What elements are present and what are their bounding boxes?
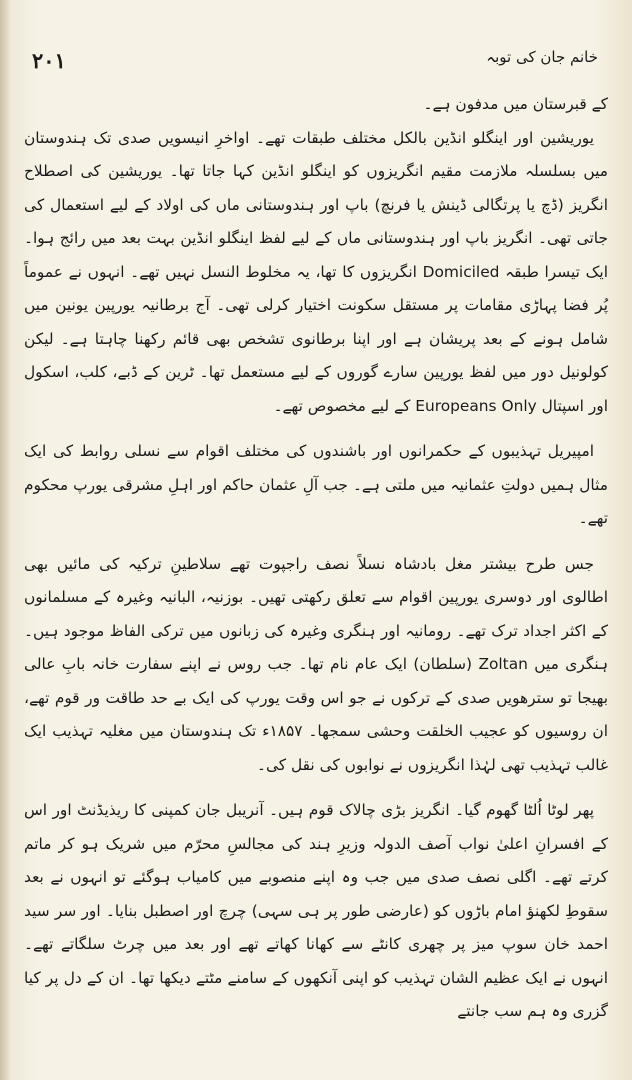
paragraph: کے قبرستان میں مدفون ہے۔: [423, 95, 608, 113]
paragraph: جس طرح بیشتر مغل بادشاہ نسلاً نصف راجپوت تھے سلاطینِ ترکیہ کی مائیں بھی اطالوی اور دوسری یورپین اقوام سے تعلق رکھتی تھیں۔ بوزنیہ، البانیہ وغیرہ کے مسلمانوں کے اکثر اجداد ترک تھے۔ رومانیہ اور ہنگری وغیرہ کی زبانوں میں ترکی الفاظ موجود ہیں۔ ہنگری میں Zoltan (سلطان) ایک عام نام تھا۔ جب روس نے اپنے سفارت خانہ بابِ عالی بھیجا تو سترھویں صدی کے ترکوں نے جو اس وقت یورپ کی ایک بے حد طاقت ور قوم تھے، ان روسیوں کو عجیب الخلقت وحشی سمجھا۔ ۱۸۵۷ء تک ہندوستان میں مغلیہ تہذیب ایک غالب تہذیب تھی لہٰذا انگریزوں نے نوابوں کی نقل کی۔: [24, 554, 609, 774]
page-number: ۲۰۱: [32, 48, 66, 73]
page-spine-shadow: [0, 0, 10, 1080]
body-text: [24, 88, 608, 1029]
paragraph: یوریشین اور اینگلو انڈین بالکل مختلف طبقات تھے۔ اواخرِ انیسویں صدی تک ہندوستان میں بسلسلہ ملازمت مقیم انگریزوں کو اینگلو انڈین کہا جاتا تھا۔ یوریشین کی اصطلاح انگریز (ڈچ یا پرتگالی ڈینش یا فرنچ) باپ اور ہندوستانی ماں کی اولاد کے لیے استعمال کی جاتی تھی۔ انگریز باپ اور ہندوستانی ماں کے لیے لفظ اینگلو انڈین بہت بعد میں رائج ہوا۔ ایک تیسرا طبقہ Domiciled انگریزوں کا تھا، یہ مخلوط النسل نہیں تھے۔ انہوں نے عموماً پُر فضا پہاڑی مقامات پر مستقل سکونت اختیار کرلی تھی۔ آج برطانیہ یورپین یونین میں شامل ہونے کے بعد پریشان ہے اور اپنا برطانوی تشخص بھی قائم رکھنا چاہتا ہے۔ لیکن کولونیل دور میں لفظ یورپین سارے گوروں کے لیے مستعمل تھا۔ ٹرین کے ڈبے، کلب، اسکول اور اسپتال Europeans Only کے لیے مخصوص تھے۔: [24, 128, 608, 415]
paragraph: پھر لوٹا اُلٹا گھوم گیا۔ انگریز بڑی چالاک قوم ہیں۔ آنریبل جان کمپنی کا ریذیڈنٹ اور اس کے افسرانِ اعلیٰ نواب آصف الدولہ وزیرِ ہند کی مجالسِ محرّم میں شریک ہو کر ماتم کرتے تھے۔ اگلی نصف صدی میں جب وہ اپنے منصوبے میں کامیاب ہوگئے تو انہوں نے بعد سقوطِ لکھنؤ امام باڑوں کو (عارضی طور پر ہی سہی) چرچ اور اصطبل بنایا۔ اور سر سید احمد خان سوپ میز پر چھری کانٹے سے کھانا کھاتے تھے اور بعد میں چرٹ سلگاتے تھے۔ انہوں نے ایک عظیم الشان تہذیب کو اپنی آنکھوں کے سامنے مٹتے دیکھا تھا۔ ان کے دل پر کیا گزری وہ ہم سب جانتے: [24, 801, 608, 1020]
page-header: [30, 46, 602, 76]
running-title: خانم جان کی توبہ: [486, 48, 598, 66]
paragraph: امپیریل تہذیبوں کے حکمرانوں اور باشندوں کی مختلف اقوام سے نسلی روابط کی ایک مثال ہمیں دولتِ عثمانیہ میں ملتی ہے۔ جب آلِ عثمان حاکم اور اہلِ مشرقی یورپ محکوم تھے۔: [24, 442, 608, 527]
